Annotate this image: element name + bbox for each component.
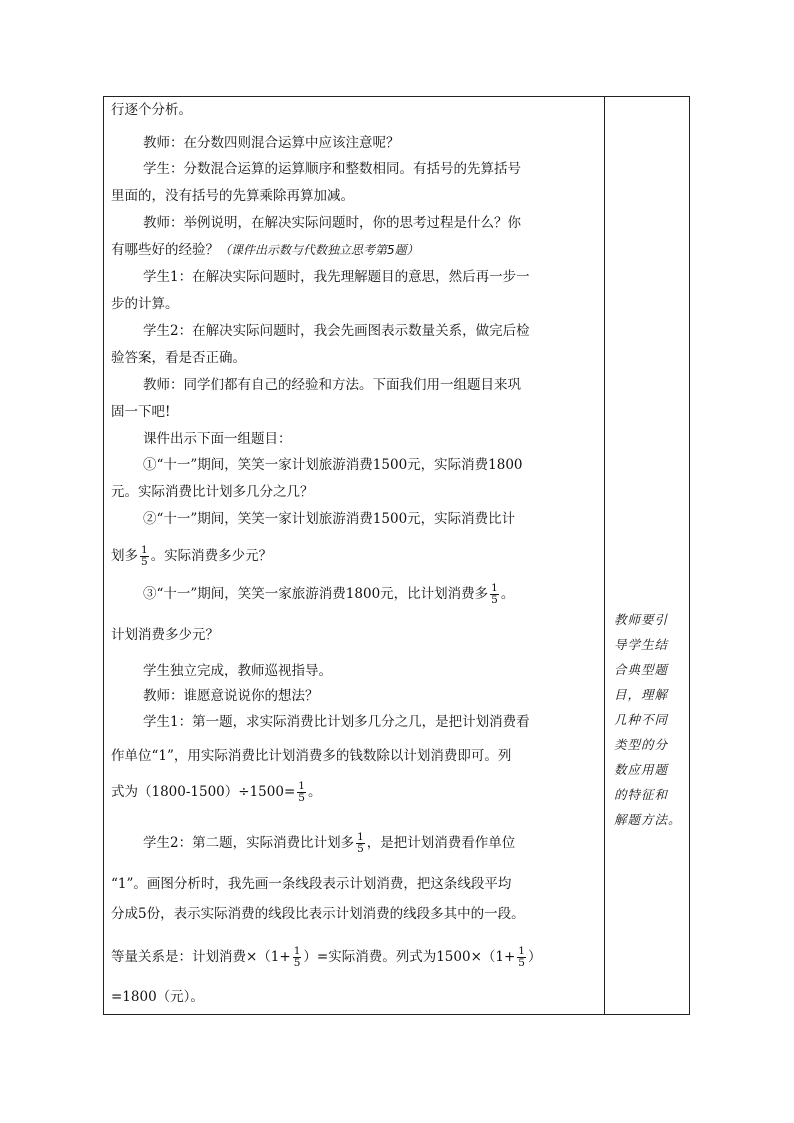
- text-line: 作单位“1”，用实际消费比计划消费多的钱数除以计划消费即可。列: [111, 748, 512, 764]
- text-line: 行逐个分析。: [111, 102, 192, 118]
- note-line: 合典型题: [614, 662, 669, 677]
- text-line: 学生独立完成，教师巡视指导。: [143, 663, 332, 679]
- text-line: =1800（元）。: [111, 989, 204, 1005]
- text-line: 学生1：在解决实际问题时，我先理解题目的意思，然后再一步一: [143, 269, 530, 285]
- teaching-note: [614, 607, 686, 832]
- text-line: [111, 241, 419, 259]
- note-line: 目，理解: [614, 687, 669, 702]
- text-line: “1”。画图分析时，我先画一条线段表示计划消费，把这条线段平均: [111, 876, 512, 892]
- courseware-note: （课件出示数与代数独立思考第5题）: [219, 243, 419, 257]
- text-line: 教师：在分数四则混合运算中应该注意呢？: [143, 135, 400, 151]
- fraction-one-fifth: $\frac{1}{5}$: [293, 945, 301, 969]
- text-line: 里面的，没有括号的先算乘除再算加减。: [111, 188, 354, 204]
- fraction-one-fifth: $\frac{1}{5}$: [298, 780, 305, 804]
- text-segment: 。: [500, 586, 515, 602]
- text-line: 教师：举例说明，在解决实际问题时，你的思考过程是什么？你: [143, 215, 521, 231]
- text-segment: ，是把计划消费看作单位: [366, 835, 516, 851]
- fraction-one-fifth: $\frac{1}{5}$: [491, 582, 498, 606]
- fraction-one-fifth: $\frac{1}{5}$: [141, 544, 148, 568]
- text-segment: 学生2：第二题，实际消费比计划多: [143, 835, 355, 851]
- text-line: 学生1：第一题，求实际消费比计划多几分之几，是把计划消费看: [143, 714, 530, 730]
- fraction-one-fifth: $\frac{1}{5}$: [357, 831, 364, 855]
- note-line: 几种不同: [614, 712, 669, 727]
- text-segment: 。实际消费多少元？: [150, 548, 273, 564]
- text-line: ①“十一”期间，笑笑一家计划旅游消费1500元，实际消费1800: [143, 457, 523, 473]
- text-line: [111, 780, 322, 804]
- text-segment: ）=实际消费。列式为1500×（1+: [303, 949, 516, 965]
- lesson-table: [103, 96, 690, 1015]
- text-line: 教师：谁愿意说说你的想法？: [143, 688, 319, 704]
- text-line: ②“十一”期间，笑笑一家计划旅游消费1500元，实际消费比计: [143, 511, 516, 527]
- note-line: 解题方法。: [614, 812, 682, 827]
- text-line: [143, 831, 516, 855]
- note-line: 导学生结: [614, 637, 669, 652]
- text-line: 分成5份，表示实际消费的线段比表示计划消费的线段多其中的一段。: [111, 906, 525, 922]
- text-line: 元。实际消费比计划多几分之几？: [111, 484, 314, 500]
- text-line: [143, 582, 515, 606]
- text-line: 固一下吧!: [111, 404, 171, 420]
- text-line: 验答案，看是否正确。: [111, 350, 246, 366]
- text-segment: 划多: [111, 548, 138, 564]
- text-line: 学生2：在解决实际问题时，我会先画图表示数量关系，做完后检: [143, 323, 530, 339]
- text-line: [111, 544, 273, 568]
- note-line: 类型的分: [614, 737, 669, 752]
- note-line: 数应用题: [614, 762, 669, 777]
- text-line: 课件出示下面一组题目：: [143, 431, 292, 447]
- text-line: 步的计算。: [111, 296, 179, 312]
- text-segment: 。: [307, 784, 322, 800]
- column-divider: [604, 97, 605, 1014]
- text-line: 教师：同学们都有自己的经验和方法。下面我们用一组题目来巩: [143, 377, 521, 393]
- text-line: 学生：分数混合运算的运算顺序和整数相同。有括号的先算括号: [143, 161, 521, 177]
- note-line: 教师要引: [614, 612, 669, 627]
- text-segment: 等量关系是：计划消费×（1+: [111, 949, 291, 965]
- text-segment: ③“十一”期间，笑笑一家旅游消费1800元，比计划消费多: [143, 586, 489, 602]
- text-segment: 式为（1800-1500）÷1500=: [111, 784, 296, 800]
- text-segment: 有哪些好的经验？: [111, 242, 219, 258]
- fraction-one-fifth: $\frac{1}{5}$: [518, 945, 525, 969]
- text-segment: ）: [527, 949, 542, 965]
- note-line: 的特征和: [614, 787, 669, 802]
- text-line: 计划消费多少元？: [111, 627, 219, 643]
- text-line: [111, 945, 542, 969]
